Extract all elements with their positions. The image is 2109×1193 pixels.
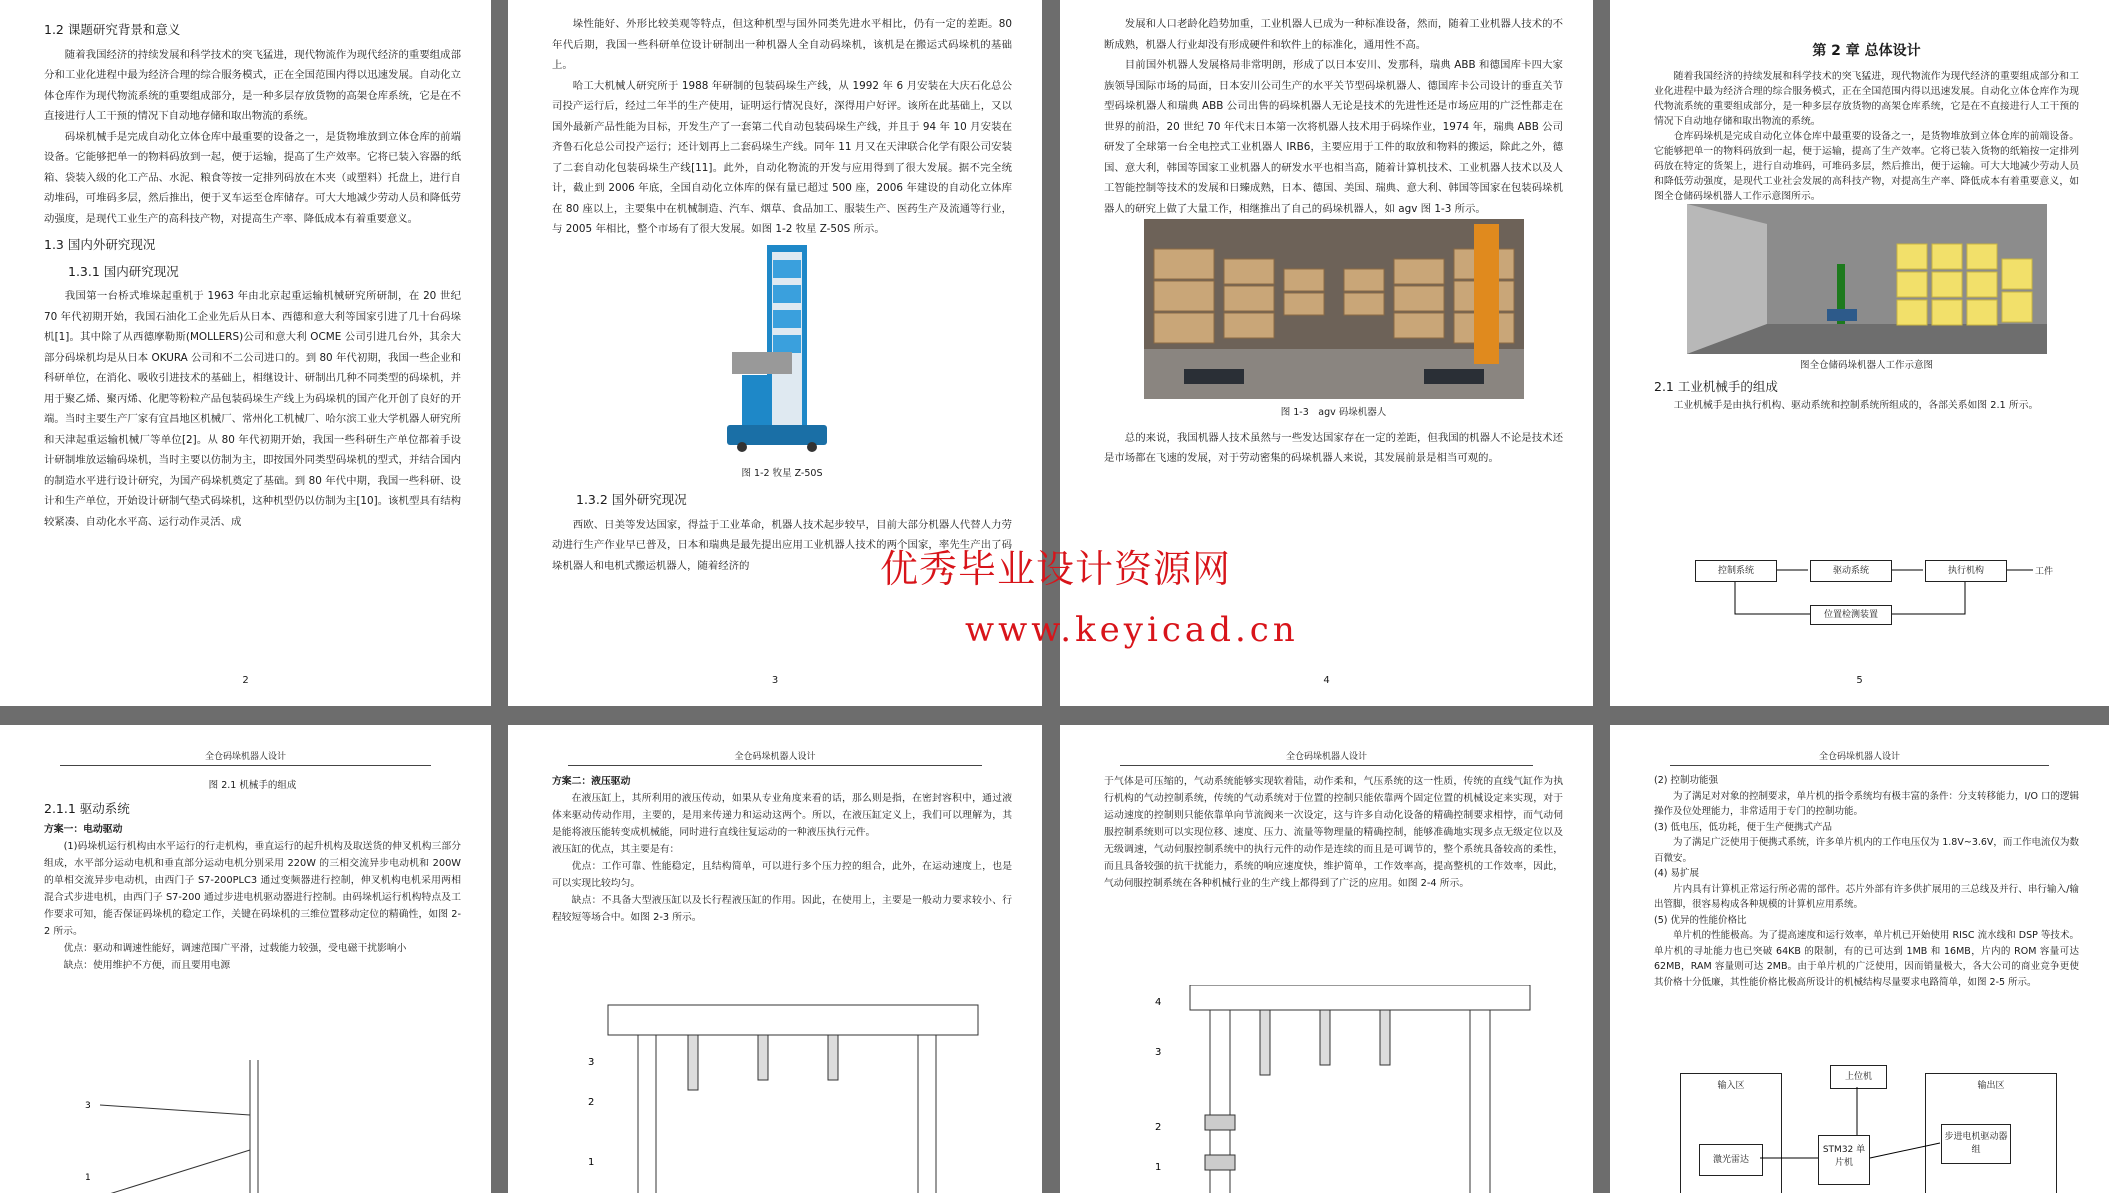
paragraph: 西欧、日美等发达国家，得益于工业革命，机器人技术起步较早，目前大部分机器人代替人力劳动进行生产作业早已普及，日本和瑞典是最先提出应用工业机器人技术的两个国家，率先生产出了码垛机器人和电机式搬运机器人，随着经济的 <box>552 518 1012 572</box>
paragraph: 我国第一台桥式堆垛起重机于 1963 年由北京起重运输机械研究所研制，在 20 世纪 70 年代初期开始，我国石油化工企业先后从日本、西德和意大利等国家引进了几十台码垛机[1]。其中除了从西德摩勒斯(MOLLERS)公司和意大利 OCME 公司引进几台外，其余大部分码垛机均是从日本 OKURA 公司和不二公司进口的。到 80 年代初期，我国一些企业和科研单位，在消化、吸收引进技术的基础上，相继设计、研制出几种不同类型的码垛机，并用于聚乙烯、聚丙烯、化肥等粉粒产品包装码垛生产线上为码垛机的国产化开创了良好的开端。当时主要生产厂家有宜昌地区机械厂、常州化工机械厂、哈尔滨工业大学机器人研究所和天津起重运输机械厂等单位[2]。从 80 年代初期开始，我国一些科研生产单位都着手设计研制堆放运输码垛机，当时主要以仿制为主，即按国外同类型码垛机的型式，并结合国内的制造水平进行设计研究，为国产码垛机奠定了基础。到 80 年代中期，我国一些科研、设计和生产单位，开始设计研制气垫式码垛机，这种机型仍以仿制为主[10]。该机型具有结构较紧凑、自动化水平高、运行动作灵活、成 <box>44 290 461 528</box>
document-page-9 <box>1610 725 2109 1193</box>
electric-drive-drawing <box>80 1060 330 1193</box>
document-page-8 <box>1060 725 1593 1193</box>
host-pc-box: 上位机 <box>1830 1065 1887 1089</box>
figure-caption: 图 1-3 agv 码垛机器人 <box>1280 407 1387 418</box>
document-page-6 <box>0 725 491 1193</box>
actuator-box: 执行机构 <box>1925 560 2007 582</box>
plan-title: 方案一：电动驱动 <box>44 824 123 835</box>
running-header: 全仓码垛机器人设计 <box>1670 749 2049 766</box>
system-block-diagram <box>1680 1065 2080 1193</box>
input-zone-label: 输入区 <box>1717 1081 1745 1091</box>
plan-title: 方案二：液压驱动 <box>552 776 631 787</box>
subsection-heading: 1.3.1 国内研究现况 <box>68 263 179 279</box>
flow-arrows <box>1665 550 2065 630</box>
document-page-7 <box>508 725 1042 1193</box>
output-zone-label: 输出区 <box>1977 1081 2005 1091</box>
robot-z50s-figure <box>707 240 857 460</box>
paragraph: 缺点：使用维护不方便，而且要用电源 <box>63 960 231 971</box>
part-label: 3 <box>588 1057 595 1068</box>
agv-warehouse-photo <box>1144 219 1524 399</box>
workpiece-label: 工件 <box>2035 567 2054 577</box>
part-label: 4 <box>1155 997 1162 1008</box>
drive-system-box: 驱动系统 <box>1810 560 1892 582</box>
part-label: 2 <box>1155 1122 1162 1133</box>
list-item-heading: (3) 低电压，低功耗，便于生产便携式产品 <box>1654 821 1832 833</box>
paragraph: 码垛机械手是完成自动化立体仓库中最重要的设备之一，是货物堆放到立体仓库的前端设备。它能够把单一的物料码放到一起，便于运输，提高了生产效率。它将已装入容器的纸箱、袋装入级的化工产品、水泥、粮食等按一定排列码放在木夹（或塑料）托盘上，进行自动堆码，可堆码多层，然后推出，便于叉车运至仓库储存。可大大地减少劳动人员和降低劳动强度，是现代工业生产的高科技产物，对提高生产率、降低成本有着重要意义。 <box>44 130 461 225</box>
section-heading: 1.3 国内外研究现况 <box>44 237 156 252</box>
mcu-box: STM32 单片机 <box>1818 1135 1870 1185</box>
paragraph: 单片机的性能极高。为了提高速度和运行效率，单片机已开始使用 RISC 流水线和 DSP 等技术。单片机的寻址能力也已突破 64KB 的限制，有的已可达到 1MB 和 16MB，片内的 ROM 容量可达 62MB，RAM 容量则可达 2MB。由于单片机的广泛使用，因而销量极大，各大公司的商业竞争更使其价格十分低廉，其性能价格比极高所设计的机械结构尽量要求电路简单，如图 2-5 所示。 <box>1654 930 2079 988</box>
control-system-box: 控制系统 <box>1695 560 1777 582</box>
paragraph: 仓库码垛机是完成自动化立体仓库中最重要的设备之一，是货物堆放到立体仓库的前端设备。它能够把单一的物料码放到一起，便于运输，提高了生产效率。它将已装入货物的纸箱按一定排列码放在特定的货架上，进行自动堆码，可堆码多层，然后推出，便于运输。可大大地减少劳动人员和降低劳动强度，是现代工业社会发展的高科技产物，对提高生产率、降低成本有着重要意义，如图全仓储码垛机器人工作示意图所示。 <box>1654 131 2079 202</box>
paragraph: 垛性能好、外形比较美观等特点，但这种机型与国外同类先进水平相比，仍有一定的差距。80 年代后期，我国一些科研单位设计研制出一种机器人全自动码垛机，该机是在搬运式码垛机的基础上。 <box>552 18 1012 71</box>
list-item-heading: (5) 优异的性能价格比 <box>1654 914 1747 926</box>
list-intro: 液压缸的优点，其主要是有： <box>552 844 680 855</box>
paragraph: 在液压缸上，其所利用的液压传动，如果从专业角度来看的话，那么则是指，在密封容积中，通过液体来驱动传动作用，主要的，是用来传递力和运动这两个。所以，在液压缸定义上，我们可以理解为，其是能将液压能转变成机械能，同时进行直线往复运动的一种液压执行元件。 <box>552 793 1012 838</box>
section-heading: 1.2 课题研究背景和意义 <box>44 22 181 37</box>
paragraph: 随着我国经济的持续发展和科学技术的突飞猛进，现代物流作为现代经济的重要组成部分和工业化进程中最为经济合理的综合服务模式，正在全国范围内得以迅速发展。自动化立体仓库作为现代物流系统的重要组成部分，是一种多层存放货物的高架仓库系统，它是在不直接进行人工干预的情况下自动地存储和取出物流的系统。 <box>1654 71 2079 127</box>
part-label: 1 <box>1155 1162 1162 1173</box>
pneumatic-drive-drawing <box>1150 985 1570 1193</box>
watermark-title: 优秀毕业设计资源网 <box>880 547 1232 591</box>
page-number: 2 <box>242 675 249 686</box>
paragraph: 发展和人口老龄化趋势加重，工业机器人已成为一种标准设备，然而，随着工业机器人技术的不断成熟，机器人行业却没有形成硬件和软件上的标准化，通用性不高。 <box>1104 18 1563 51</box>
subsection-heading: 1.3.2 国外研究现况 <box>576 492 687 507</box>
paragraph: 片内具有计算机正常运行所必需的部件。芯片外部有许多供扩展用的三总线及并行、串行输入/输出管脚，很容易构成各种规模的计算机应用系统。 <box>1654 883 2079 910</box>
watermark-url: www.keyicad.cn <box>965 610 1299 650</box>
part-label: 1 <box>85 1173 91 1183</box>
section-heading: 2.1 工业机械手的组成 <box>1654 379 1778 394</box>
paragraph: 随着我国经济的持续发展和科学技术的突飞猛进，现代物流作为现代经济的重要组成部分和工业化进程中最为经济合理的综合服务模式，正在全国范围内得以迅速发展。自动化立体仓库作为现代物流系统的重要组成部分，是一种多层存放货物的高架仓库系统，它是在不直接进行人工干预的情况下自动地存储和取出物流的系统。 <box>44 48 461 122</box>
list-item-heading: (4) 易扩展 <box>1654 868 1699 879</box>
page-number: 4 <box>1323 675 1330 686</box>
part-label: 2 <box>588 1097 595 1108</box>
paragraph: 于气体是可压缩的，气动系统能够实现软着陆，动作柔和，气压系统的这一性质，传统的直线气缸作为执行机构的气动控制系统，传统的气动系统对于位置的控制只能依靠两个固定位置的机械设定来实现，对于运动速度的控制则只能依靠单向节流阀来一次设定，这与许多自动化设备的精确控制要求相悖，而气动伺服控制系统则可以实现位移、速度、压力、流量等物理量的精确控制，能够准确地实现多点无级定位以及无级调速，气动伺服控制系统中的执行元件的动作是连续的而且是可调节的，整个系统具备较高的柔性，而且具备较强的抗干扰能力，系统的响应速度快，维护简单，工作效率高，提高整机的工作效率，因此，气动伺服控制系统在各种机械行业的生产线上都得到了广泛的应用。如图 2-4 所示。 <box>1104 776 1563 889</box>
chapter-title: 第 2 章 总体设计 <box>1812 43 1921 59</box>
part-label: 3 <box>85 1101 91 1111</box>
paragraph: 为了满足广泛使用于便携式系统，许多单片机内的工作电压仅为 1.8V~3.6V，而工作电流仅为数百微安。 <box>1654 837 2079 864</box>
list-item-heading: (2) 控制功能强 <box>1654 775 1718 786</box>
running-header: 全仓码垛机器人设计 <box>60 749 431 766</box>
part-label: 1 <box>588 1157 595 1168</box>
warehouse-3d-figure <box>1687 204 2047 354</box>
paragraph: (1)码垛机运行机构由水平运行的行走机构，垂直运行的起升机构及取送货的伸叉机构三部分组成，水平部分运动电机和垂直部分运动电机分别采用 220W 的三相交流异步电动机和 200W 的单相交流异步电动机，由西门子 S7-200PLC3 通过变频器进行控制，伸叉机构电机采用两相混合式步进电机，由西门子 S7-200 通过步进电机驱动器进行控制。由码垛机运行机构特点及工作要求可知，能否保证码垛机的稳定工作，关键在码垛机的三维位置移动定位的精确性，如图 2-2 所示。 <box>44 841 461 937</box>
stepper-driver-box: 步进电机驱动器组 <box>1941 1124 2011 1164</box>
running-header: 全仓码垛机器人设计 <box>1120 749 1533 766</box>
paragraph: 工业机械手是由执行机构、驱动系统和控制系统所组成的，各部关系如图 2.1 所示。 <box>1673 400 2039 411</box>
paragraph: 目前国外机器人发展格局非常明朗，形成了以日本安川、发那科，瑞典 ABB 和德国库卡四大家族领导国际市场的局面，日本安川公司生产的水平关节型码垛机器人、德国库卡公司设计的垂直关节型码垛机器人和瑞典 ABB 公司出售的码垛机器人无论是技术的先进性还是市场应用的广泛性都走在世界的前沿，20 世纪 70 年代末日本第一次将机器人技术用于码垛作业，1974 年，瑞典 ABB 公司研发了全球第一台全电控式工业机器人 IRB6，主要应用于工件的取放和物料的搬运，除此之外，德国、意大利，韩国等国家工业机器人的研发水平也相当高，随着计算机技术、工业机器人技术以及人工智能控制等技术的发展和日臻成熟，日本、德国、美国、瑞典、意大利、韩国等国家在包装码垛机器人的研究上做了大量工作，相继推出了自己的码垛机器人，如 agv 图 1-3 所示。 <box>1104 59 1563 215</box>
paragraph: 为了满足对对象的控制要求，单片机的指令系统均有极丰富的条件：分支转移能力，I/O 口的逻辑操作及位处理能力，非常适用于专门的控制功能。 <box>1654 790 2080 817</box>
paragraph: 哈工大机械人研究所于 1988 年研制的包装码垛生产线，从 1992 年 6 月安装在大庆石化总公司投产运行后，经过二年半的生产使用，证明运行情况良好，深得用户好评。该所在此基础上，又以国外最新产品性能为目标，开发生产了一套第二代自动包装码垛生产线，并且于 94 年 10 月安装在齐鲁石化总公司投产运行；还计划再上二套码垛生产线。同年 11 月又在天津联合化学有限公司安装了二套自动化包装码垛生产线[11]。此外，自动化物流的开发与应用得到了很大发展。据不完全统计，截止到 2006 年底，全国自动化立体库的保有量已超过 500 座，2006 年建设的自动化立体库在 80 座以上，主要集中在机械制造、汽车、烟草、食品加工、服装生产、医药生产及流通等行业，与 2005 年相比，整个市场有了很大发展。如图 1-2 牧星 Z-50S 所示。 <box>552 79 1012 235</box>
document-page-4 <box>1060 0 1593 706</box>
lidar-box: 激光雷达 <box>1699 1144 1763 1176</box>
part-label: 3 <box>1155 1047 1162 1058</box>
position-sensor-box: 位置检测装置 <box>1810 605 1892 625</box>
document-page-3 <box>508 0 1042 706</box>
running-header: 全仓码垛机器人设计 <box>568 749 982 766</box>
figure-caption: 图 1-2 牧星 Z-50S <box>741 467 823 479</box>
page-number: 5 <box>1856 675 1863 686</box>
hydraulic-drive-drawing <box>588 985 1008 1193</box>
paragraph: 优点：驱动和调速性能好，调速范围广平滑，过载能力较强，受电磁干扰影响小 <box>63 943 407 954</box>
document-page-2 <box>0 0 491 706</box>
figure-caption: 图全仓储码垛机器人工作示意图 <box>1799 360 1933 371</box>
document-page-5 <box>1610 0 2109 706</box>
paragraph: 优点：工作可靠、性能稳定，且结构简单，可以进行多个压力控的组合，此外，在运动速度上，也是可以实现比较均匀。 <box>552 861 1012 889</box>
page-number: 3 <box>771 675 779 686</box>
paragraph: 总的来说，我国机器人技术虽然与一些发达国家存在一定的差距，但我国的机器人不论是技术还是市场都在飞速的发展，对于劳动密集的码垛机器人来说，其发展前景是相当可观的。 <box>1104 431 1563 464</box>
block-arrows <box>1680 1065 2080 1193</box>
paragraph: 缺点：不具备大型液压缸以及长行程液压缸的作用。因此，在使用上，主要是一般动力要求较小、行程较短等场合中。如图 2-3 所示。 <box>552 895 1012 923</box>
subsection-heading: 2.1.1 驱动系统 <box>44 801 130 816</box>
mechanism-flowchart <box>1665 550 2065 630</box>
figure-caption: 图 2.1 机械手的组成 <box>208 780 297 791</box>
